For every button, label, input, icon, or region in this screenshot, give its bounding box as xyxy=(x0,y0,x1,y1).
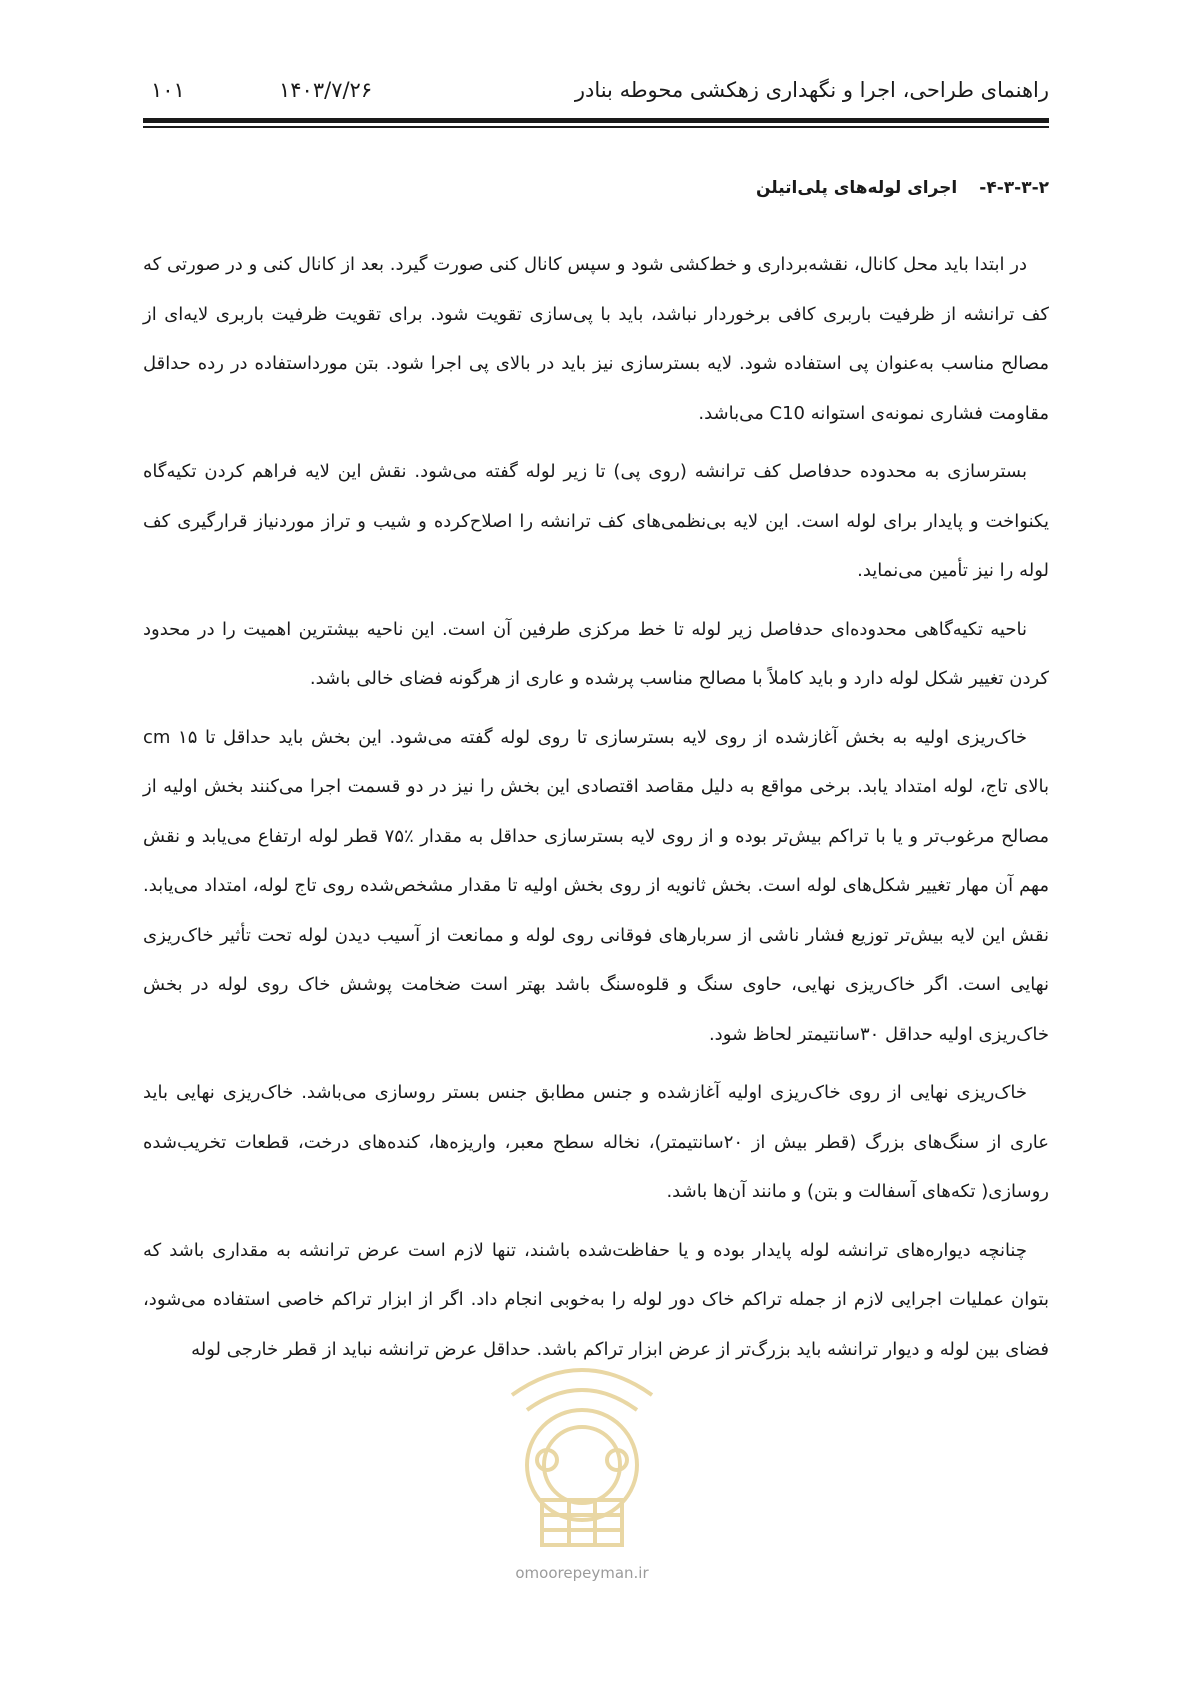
paragraph: چنانچه دیواره‌های ترانشه لوله پایدار بوده و یا حفاظت‌شده باشند، تنها لازم است عرض ترانشه به مقداری باشد که بتوان عملیات اجرایی لازم از جمله تراکم خاک دور لوله را به‌خوبی انجام داد. اگر از ابزار تراکم خاصی استفاده می‌شود، فضای بین لوله و دیوار ترانشه باید بزرگ‌تر از عرض ابزار تراکم باشد. حداقل عرض ترانشه نباید از قطر خارجی لوله xyxy=(143,1239,1049,1360)
paragraph: ناحیه تکیه‌گاهی محدوده‌ای حدفاصل زیر لوله تا خط مرکزی طرفین آن است. این ناحیه بیشترین اهمیت را در محدود کردن تغییر شکل لوله دارد و باید کاملاً با مصالح مناسب پرشده و عاری از هرگونه فضای خالی باشد. xyxy=(143,618,1049,689)
paragraph: خاک‌ریزی نهایی از روی خاک‌ریزی اولیه آغازشده و جنس مطابق جنس بستر روسازی می‌باشد. خاک‌ریزی نهایی باید عاری از سنگ‌های بزرگ (قطر بیش از ۲۰سانتیمتر)، نخاله سطح معبر، واریزه‌ها، کنده‌های درخت، قطعات تخریب‌شده روسازی( تکه‌های آسفالت و بتن) و مانند آن‌ها باشد. xyxy=(143,1082,1050,1202)
paragraph: خاک‌ریزی اولیه به بخش آغازشده از روی لایه بسترسازی تا روی لوله گفته می‌شود. این بخش باید حداقل تا cm ۱۵ بالای تاج، لوله امتداد یابد. برخی مواقع به دلیل مقاصد اقتصادی این بخش را نیز در دو قسمت اجرا می‌کنند بخش اولیه از مصالح مرغوب‌تر و یا با تراکم بیش‌تر بوده و از روی لایه بسترسازی حداقل به مقدار ٪۷۵ قطر لوله ارتفاع می‌یابد و نقش مهم آن مهار تغییر شکل‌های لوله است. بخش ثانویه از روی بخش اولیه تا مقدار مشخص‌شده روی تاج لوله، امتداد می‌یابد. نقش این لایه بیش‌تر توزیع فشار ناشی از سربارهای فوقانی روی لوله و ممانعت از آسیب دیدن لوله تحت تأثیر خاک‌ریزی نهایی است. اگر خاک‌ریزی نهایی، حاوی سنگ و قلوه‌سنگ باشد بهتر است ضخامت پوشش خاک روی لوله در بخش خاک‌ریزی اولیه حداقل ۳۰سانتیمتر لحاظ شود. xyxy=(143,726,1049,1045)
page-header xyxy=(143,74,1049,114)
header-rule-thick xyxy=(143,118,1049,123)
page-number: ۱۰۱ xyxy=(151,78,185,102)
section-heading xyxy=(756,178,1049,198)
document-date: ۱۴۰۳/۷/۲۶ xyxy=(279,78,373,102)
seal-icon xyxy=(472,1335,692,1560)
section-number: ۴-۳-۳-۲- xyxy=(979,178,1049,198)
section-title: اجرای لوله‌های پلی‌اتیلن xyxy=(755,178,958,198)
watermark-caption: omoorepeyman.ir xyxy=(515,1564,649,1582)
paragraph: بسترسازی به محدوده حدفاصل کف ترانشه (روی پی) تا زیر لوله گفته می‌شود. نقش این لایه فراهم کردن تکیه‌گاه یکنواخت و پایدار برای لوله است. این لایه بی‌نظمی‌های کف ترانشه را اصلاح‌کرده و شیب و تراز موردنیاز قرارگیری کف لوله را نیز تأمین می‌نماید. xyxy=(143,461,1049,581)
body-text xyxy=(143,240,1049,1383)
paragraph: در ابتدا باید محل کانال، نقشه‌برداری و خط‌کشی شود و سپس کانال کنی صورت گیرد. بعد از کانال کنی و در صورتی که کف ترانشه از ظرفیت باربری کافی برخوردار نباشد، باید با پی‌سازی تقویت شود. برای تقویت ظرفیت باربری لایه‌ای از مصالح مناسب به‌عنوان پی استفاده شود. لایه بسترسازی نیز باید در بالای پی اجرا شود. بتن مورداستفاده در رده حداقل مقاومت فشاری نمونه‌ی استوانه C10 می‌باشد. xyxy=(143,254,1049,424)
document-title: راهنمای طراحی، اجرا و نگهداری زهکشی محوطه بنادر xyxy=(574,78,1049,102)
header-rule-thin xyxy=(143,126,1049,128)
